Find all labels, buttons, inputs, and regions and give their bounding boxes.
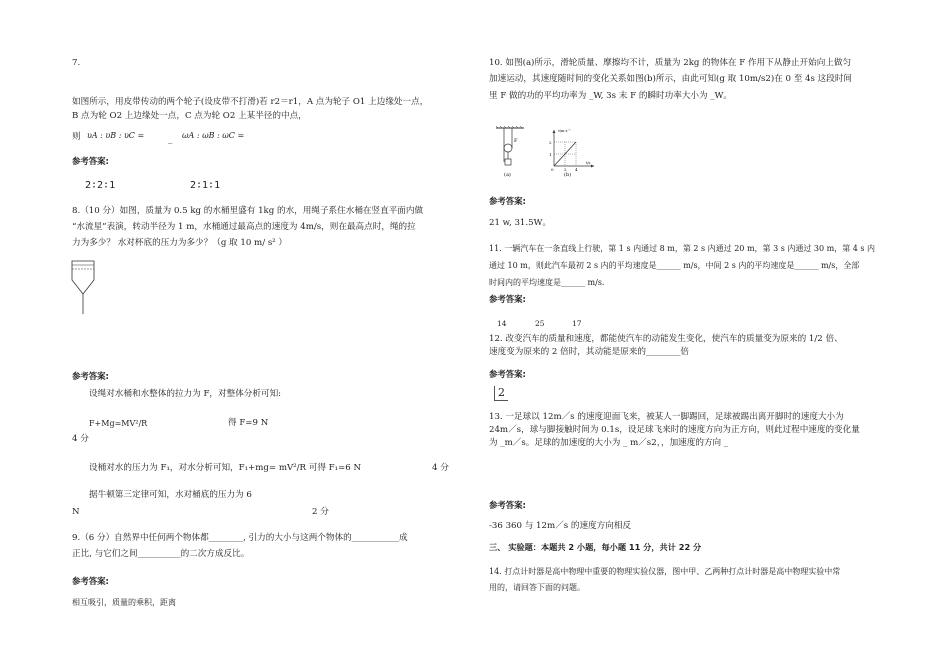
graph-y-axis-label: v/m·s⁻¹ xyxy=(558,129,571,133)
q13-answer-label: 参考答案: xyxy=(489,500,526,510)
q10-answer: 21 w, 31.5W。 xyxy=(489,218,552,228)
graph-origin: 0 xyxy=(551,167,554,172)
q12-answer: 2 xyxy=(494,386,508,401)
q8-solution-6b: 2 分 xyxy=(312,507,329,517)
q13-text-line1: 13. 一足球以 12m／s 的速度迎面飞来，被某人一脚踢回，足球被踢出离开脚时的速度大小为 xyxy=(489,412,844,422)
q12-answer-label: 参考答案: xyxy=(489,369,526,379)
bucket-figure xyxy=(70,258,100,316)
q8-solution-4b: 4 分 xyxy=(432,463,449,473)
velocity-time-graph xyxy=(548,126,596,178)
section-3-title: 三、 实验题：本题共 2 小题，每小题 11 分，共计 22 分 xyxy=(489,542,702,552)
q14-text-line1: 14. 打点计时器是高中物理中重要的物理实验仪器，图中甲、乙两种打点计时器是高中物理实验中常 xyxy=(489,567,841,576)
graph-x-axis-label: t/s xyxy=(586,161,591,165)
q8-text-line3: 力为多少？ 水对杯底的压力为多少？（g 取 10 m/ s² ） xyxy=(72,238,288,248)
q10-text-line1: 10. 如图(a)所示，滑轮质量、摩擦均不计，质量为 2kg 的物体在 F 作用下从静止开始向上做匀 xyxy=(489,58,852,68)
q7-answer-a: 2∶2∶1 xyxy=(85,180,116,191)
q10-text-line3: 里 F 做的功的平均功率为 _W, 3s 末 F 的瞬时功率大小为 _W。 xyxy=(489,91,733,101)
q7-text-line1: 如图所示，用皮带传动的两个轮子(设皮带不打滑)若 r2＝r1，A 点为轮子 O1 上边缘处一点， xyxy=(72,97,429,107)
q13-answer: -36 360 与 12m／s 的速度方向相反 xyxy=(489,521,632,531)
q7-then: 则 xyxy=(72,132,81,142)
q8-solution-2b: 得 F=9 N xyxy=(228,418,269,428)
q9-answer-label: 参考答案: xyxy=(72,576,109,586)
q12-text-line1: 12. 改变汽车的质量和速度，都能使汽车的动能发生变化，使汽车的质量变为原来的 1/2 倍、 xyxy=(489,334,843,344)
q8-solution-2: F+Mg=MV²/R xyxy=(89,419,148,428)
graph-x-tick-4: 4 xyxy=(575,167,578,172)
q14-text-line2: 用的，请回答下面的问题。 xyxy=(489,583,585,592)
q7-answer-label: 参考答案: xyxy=(72,156,109,166)
graph-y-tick-2: 2 xyxy=(549,140,552,145)
q9-text-line2: 正比, 与它们之间__________的二次方成反比。 xyxy=(72,549,250,559)
graph-x-tick-2: 2 xyxy=(564,167,567,172)
q9-text-line1: 9.（6 分）自然界中任何两个物体都________, 引力的大小与这两个物体的___________成 xyxy=(72,533,408,543)
q8-text-line2: “水流星”表演，转动半径为 1 m，水桶通过最高点的速度为 4m/s，则在最高点时，绳的拉 xyxy=(72,222,416,232)
q11-answer-3: 17 xyxy=(572,319,582,328)
pulley-figure xyxy=(494,126,534,178)
graph-y-tick-1: 1 xyxy=(549,152,552,157)
q8-solution-3: 4 分 xyxy=(72,434,89,444)
q9-answer: 相互吸引，质量的乘积，距离 xyxy=(72,598,176,607)
q7-angular-ratio: ωA : ωB : ωC = xyxy=(182,131,245,140)
q13-text-line2: 24m／s，球与脚接触时间为 0.1s，设足球飞来时的速度方向为正方向，则此过程中速度的变化量 xyxy=(489,425,860,435)
q8-solution-5: 据牛顿第三定律可知，水对桶底的压力为 6 xyxy=(89,490,252,500)
q8-solution-1: 设绳对水桶和水整体的拉力为 F，对整体分析可知: xyxy=(89,389,282,399)
q8-solution-4: 设桶对水的压力为 F₁，对水分析可知，F₁+mg= mV²/R 可得 F₁=6 N xyxy=(89,463,361,473)
pulley-force-label: F xyxy=(514,138,518,144)
q8-answer-label: 参考答案: xyxy=(72,371,109,381)
q7-answer-b: 2∶1∶1 xyxy=(190,180,221,191)
q7-velocity-ratio: υA : υB : υC = xyxy=(87,131,145,140)
figure-b-caption: (b) xyxy=(564,172,572,178)
q12-text-line2: 速度变为原来的 2 倍时，其动能是原来的________倍 xyxy=(489,347,689,357)
figure-a-caption: (a) xyxy=(504,172,511,178)
q11-answer-2: 25 xyxy=(535,319,545,328)
q10-text-line2: 加速运动，其速度随时间的变化关系如图(b)所示，由此可知(g 取 10m/s2)在 0 至 4s 这段时间 xyxy=(489,74,853,84)
q10-answer-label: 参考答案: xyxy=(489,196,526,206)
q7-text-line2: B 点为轮 O2 上边缘处一点，C 点为轮 O2 上某半径的中点， xyxy=(72,111,307,121)
q8-solution-6: N xyxy=(72,507,80,517)
q11-text-line2: 通过 10 m，则此汽车最初 2 s 内的平均速度是______ m/s，中间 2 s 内的平均速度是______ m/s，全部 xyxy=(489,261,860,270)
q13-text-line3: 为 _m／s。足球的加速度的大小为 _ m／s2，，加速度的方向 _ xyxy=(489,438,729,448)
q7-number: 7. xyxy=(72,58,81,68)
q11-answer-1: 14 xyxy=(497,319,507,328)
q11-answer-label: 参考答案: xyxy=(489,294,526,304)
q11-text-line1: 11. 一辆汽车在一条直线上行驶，第 1 s 内通过 8 m，第 2 s 内通过 20 m，第 3 s 内通过 30 m，第 4 s 内 xyxy=(489,244,876,253)
q8-text-line1: 8.（10 分）如图，质量为 0.5 kg 的水桶里盛有 1kg 的水，用绳子系住水桶在竖直平面内做 xyxy=(72,206,424,216)
q7-blank: _ xyxy=(168,135,173,145)
q11-text-line3: 时间内的平均速度是______ m/s. xyxy=(489,278,605,287)
